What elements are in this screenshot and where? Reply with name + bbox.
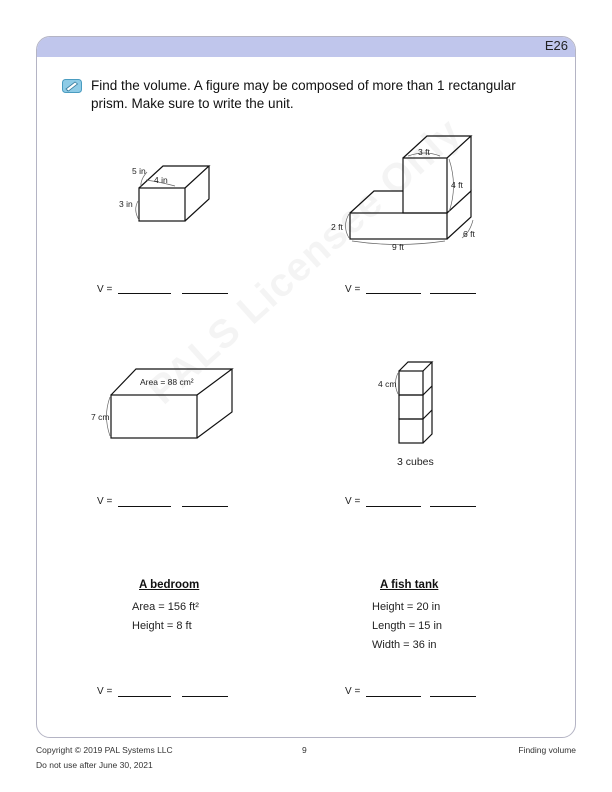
problem-line: Length = 15 in <box>372 620 443 632</box>
answer-label: V = <box>345 686 361 697</box>
problem-line: Width = 36 in <box>372 639 437 651</box>
answer-label: V = <box>97 284 113 295</box>
problem-line: Height = 20 in <box>372 601 441 613</box>
problem-title: A fish tank <box>380 579 439 591</box>
answer-unit-blank[interactable] <box>182 696 228 697</box>
answer-unit-blank[interactable] <box>182 506 228 507</box>
answer-label: V = <box>97 686 113 697</box>
answer-unit-blank[interactable] <box>430 293 476 294</box>
dimension-label: 7 cm <box>91 412 110 422</box>
answer-value-blank[interactable] <box>118 506 171 507</box>
answer-label: V = <box>345 284 361 295</box>
answer-unit-blank[interactable] <box>430 506 476 507</box>
answer-value-blank[interactable] <box>118 696 171 697</box>
dimension-label: 4 ft <box>451 180 463 190</box>
problem-line: Height = 8 ft <box>132 620 192 632</box>
dimension-label: 3 ft <box>418 147 430 157</box>
answer-label: V = <box>345 496 361 507</box>
answer-value-blank[interactable] <box>366 293 421 294</box>
dimension-label: 5 in <box>132 166 146 176</box>
dimension-label: 6 ft <box>463 229 475 239</box>
dimension-label: 3 in <box>119 199 133 209</box>
problem-line: Area = 156 ft² <box>132 601 199 613</box>
answer-label: V = <box>97 496 113 507</box>
answer-value-blank[interactable] <box>366 506 421 507</box>
problem-title: A bedroom <box>139 579 200 591</box>
dimension-label: 2 ft <box>331 222 343 232</box>
dimension-label: 4 cm <box>378 379 397 389</box>
answer-value-blank[interactable] <box>366 696 421 697</box>
footer-topic: Finding volume <box>518 745 576 755</box>
footer-expiry: Do not use after June 30, 2021 <box>36 760 153 770</box>
dimension-label: 4 in <box>154 175 168 185</box>
dimension-label: 9 ft <box>392 242 404 252</box>
answer-value-blank[interactable] <box>118 293 171 294</box>
instructions: Find the volume. A figure may be composed of more than 1 rectangular prism. Make sure to write the unit. <box>91 78 516 111</box>
page-number: 9 <box>302 745 307 755</box>
cubes-caption: 3 cubes <box>397 456 434 468</box>
answer-unit-blank[interactable] <box>182 293 228 294</box>
worksheet-code: E26 <box>544 38 568 53</box>
area-label: Area = 88 cm² <box>140 377 194 387</box>
answer-unit-blank[interactable] <box>430 696 476 697</box>
footer-copyright: Copyright © 2019 PAL Systems LLC <box>36 745 173 755</box>
